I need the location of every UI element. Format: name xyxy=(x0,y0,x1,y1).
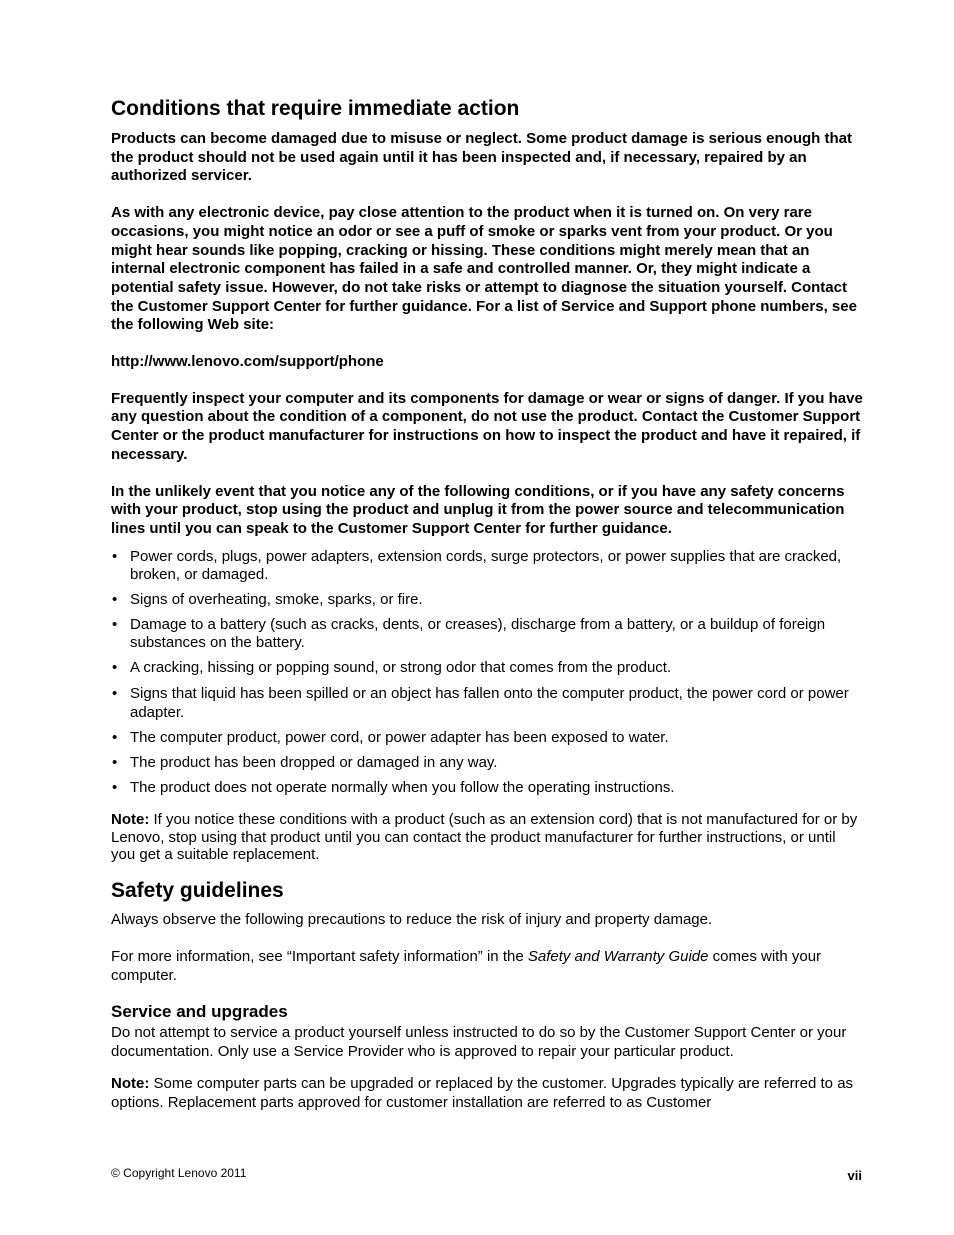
note-paragraph xyxy=(111,811,863,863)
more-info-text: For more information, see “Important safety information” in the xyxy=(111,947,528,965)
note-label: Note: xyxy=(111,1074,150,1092)
section-heading-safety: Safety guidelines xyxy=(111,879,284,903)
note-text: If you notice these conditions with a product (such as an extension cord) that is not manufactured for or by Lenovo, stop using that product until you can contact the product manufacturer for further instructions, or until you get a suitable replacement. xyxy=(111,811,858,863)
section-heading-conditions: Conditions that require immediate action xyxy=(111,97,520,120)
page-number: vii xyxy=(847,1168,862,1183)
copyright-footer: © Copyright Lenovo 2011 xyxy=(111,1166,247,1180)
paragraph-electronic-device: As with any electronic device, pay close attention to the product when it is turned on. On very rare occasions, you might notice an odor or see a puff of smoke or sparks vent from your product. Or you might hear sounds like popping, cracking or hissing. These conditions might merely mean that an internal electronic component has failed in a safe and controlled manner. Or, they might indicate a potential safety issue. However, do not take risks or attempt to diagnose the situation yourself. Contact the Customer Support Center for further guidance. For a list of Service and Support phone numbers, see the following Web site: xyxy=(111,204,857,334)
paragraph-more-info xyxy=(111,948,863,985)
paragraph-unlikely-event: In the unlikely event that you notice any of the following conditions, or if you have any safety concerns with your product, stop using the product and unplug it from the power source and telecommunication lines until you can speak to the Customer Support Center for further guidance. xyxy=(111,482,845,537)
list-item: • Power cords, plugs, power adapters, extension cords, surge protectors, or power supplies that are cracked, broken, or damaged. xyxy=(111,548,863,585)
list-item: • Signs that liquid has been spilled or an object has fallen onto the computer product, the power cord or power adapter. xyxy=(111,685,863,722)
list-item: • The product has been dropped or damaged in any way. xyxy=(111,754,863,773)
guide-title: Safety and Warranty Guide xyxy=(527,947,709,965)
list-item: • A cracking, hissing or popping sound, or strong odor that comes from the product. xyxy=(111,659,863,678)
list-item: • The computer product, power cord, or power adapter has been exposed to water. xyxy=(111,729,863,748)
support-url[interactable]: http://www.lenovo.com/support/phone xyxy=(111,353,384,371)
paragraph-inspect: Frequently inspect your computer and its components for damage or wear or signs of danger. If you have any question about the condition of a component, do not use the product. Contact the Customer Support Center or the product manufacturer for instructions on how to inspect the product and have it repaired, if necessary. xyxy=(111,389,863,463)
section-heading-service: Service and upgrades xyxy=(111,1002,288,1022)
note-text: Some computer parts can be upgraded or replaced by the customer. Upgrades typically are referred to as options. Replacement parts approved for customer installation are referred to as Customer xyxy=(111,1074,854,1111)
paragraph-precautions: Always observe the following precautions to reduce the risk of injury and property damage. xyxy=(111,911,713,929)
list-item: • Damage to a battery (such as cracks, dents, or creases), discharge from a battery, or a buildup of foreign substances on the battery. xyxy=(111,616,863,653)
paragraph-damage: Products can become damaged due to misuse or neglect. Some product damage is serious enough that the product should not be used again until it has been inspected and, if necessary, repaired by an authorized servicer. xyxy=(111,130,852,185)
list-item: • Signs of overheating, smoke, sparks, or fire. xyxy=(111,591,863,610)
more-info-text-end: comes with your computer. xyxy=(111,947,822,984)
paragraph-service: Do not attempt to service a product yourself unless instructed to do so by the Customer Support Center or your documentation. Only use a Service Provider who is approved to repair your particular product. xyxy=(111,1024,847,1061)
conditions-list xyxy=(111,548,863,798)
note-label: Note: xyxy=(111,811,150,829)
list-item: • The product does not operate normally when you follow the operating instructions. xyxy=(111,779,863,798)
note-paragraph-service xyxy=(111,1075,863,1112)
page-content xyxy=(111,96,863,1112)
